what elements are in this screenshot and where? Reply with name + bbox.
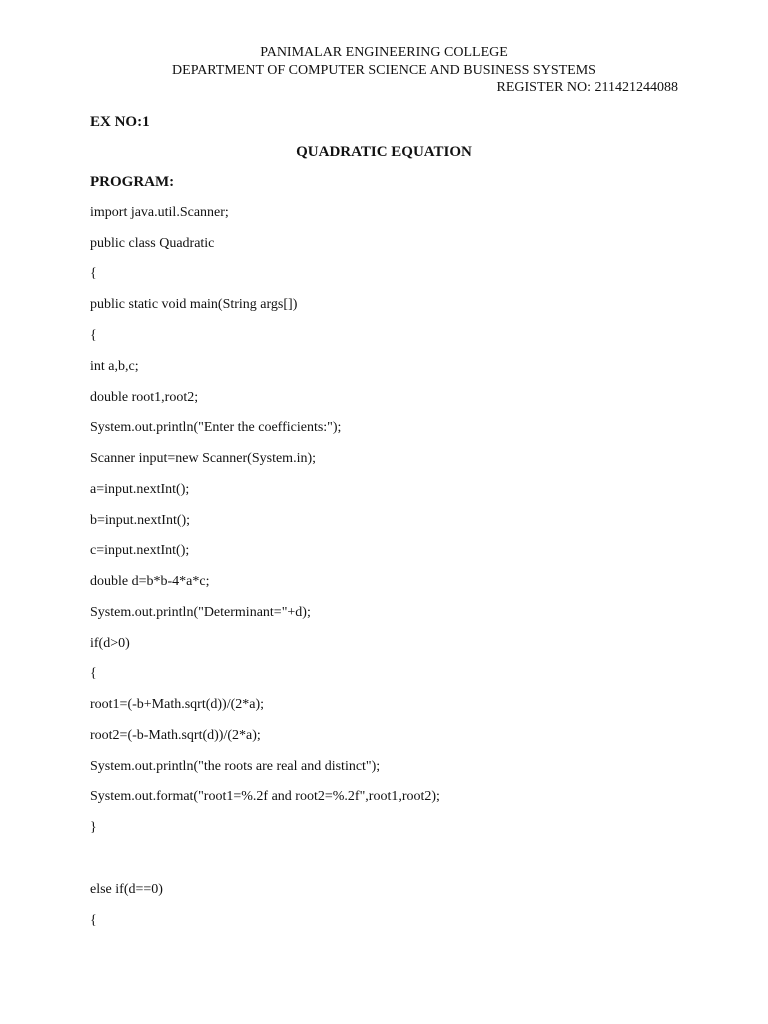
code-line: Scanner input=new Scanner(System.in); xyxy=(90,451,317,466)
code-line: root1=(-b+Math.sqrt(d))/(2*a); xyxy=(90,697,265,712)
code-line: { xyxy=(90,266,97,281)
code-line: public class Quadratic xyxy=(90,236,215,251)
code-line: System.out.format("root1=%.2f and root2=%.2f",root1,root2); xyxy=(90,789,440,804)
code-line: root2=(-b-Math.sqrt(d))/(2*a); xyxy=(90,728,261,743)
code-line: double root1,root2; xyxy=(90,390,199,405)
program-label: PROGRAM: xyxy=(90,174,175,190)
page-title: QUADRATIC EQUATION xyxy=(296,144,472,160)
code-line: System.out.println("the roots are real and distinct"); xyxy=(90,759,381,774)
code-line: else if(d==0) xyxy=(90,882,163,897)
code-line: { xyxy=(90,328,97,343)
code-line: c=input.nextInt(); xyxy=(90,543,190,558)
code-line: double d=b*b-4*a*c; xyxy=(90,574,210,589)
code-line: a=input.nextInt(); xyxy=(90,482,190,497)
department-name: DEPARTMENT OF COMPUTER SCIENCE AND BUSINESS SYSTEMS xyxy=(172,63,596,78)
register-number: REGISTER NO: 211421244088 xyxy=(496,80,678,95)
code-line: System.out.println("Determinant="+d); xyxy=(90,605,311,620)
code-line: { xyxy=(90,666,97,681)
code-line: if(d>0) xyxy=(90,636,130,651)
code-line: System.out.println("Enter the coefficients:"); xyxy=(90,420,342,435)
code-line: { xyxy=(90,913,97,928)
code-line: int a,b,c; xyxy=(90,359,139,374)
exercise-number: EX NO:1 xyxy=(90,114,150,130)
code-line: import java.util.Scanner; xyxy=(90,205,229,220)
code-line: b=input.nextInt(); xyxy=(90,513,191,528)
code-line: } xyxy=(90,820,97,835)
college-name: PANIMALAR ENGINEERING COLLEGE xyxy=(260,45,508,60)
code-line: public static void main(String args[]) xyxy=(90,297,298,312)
